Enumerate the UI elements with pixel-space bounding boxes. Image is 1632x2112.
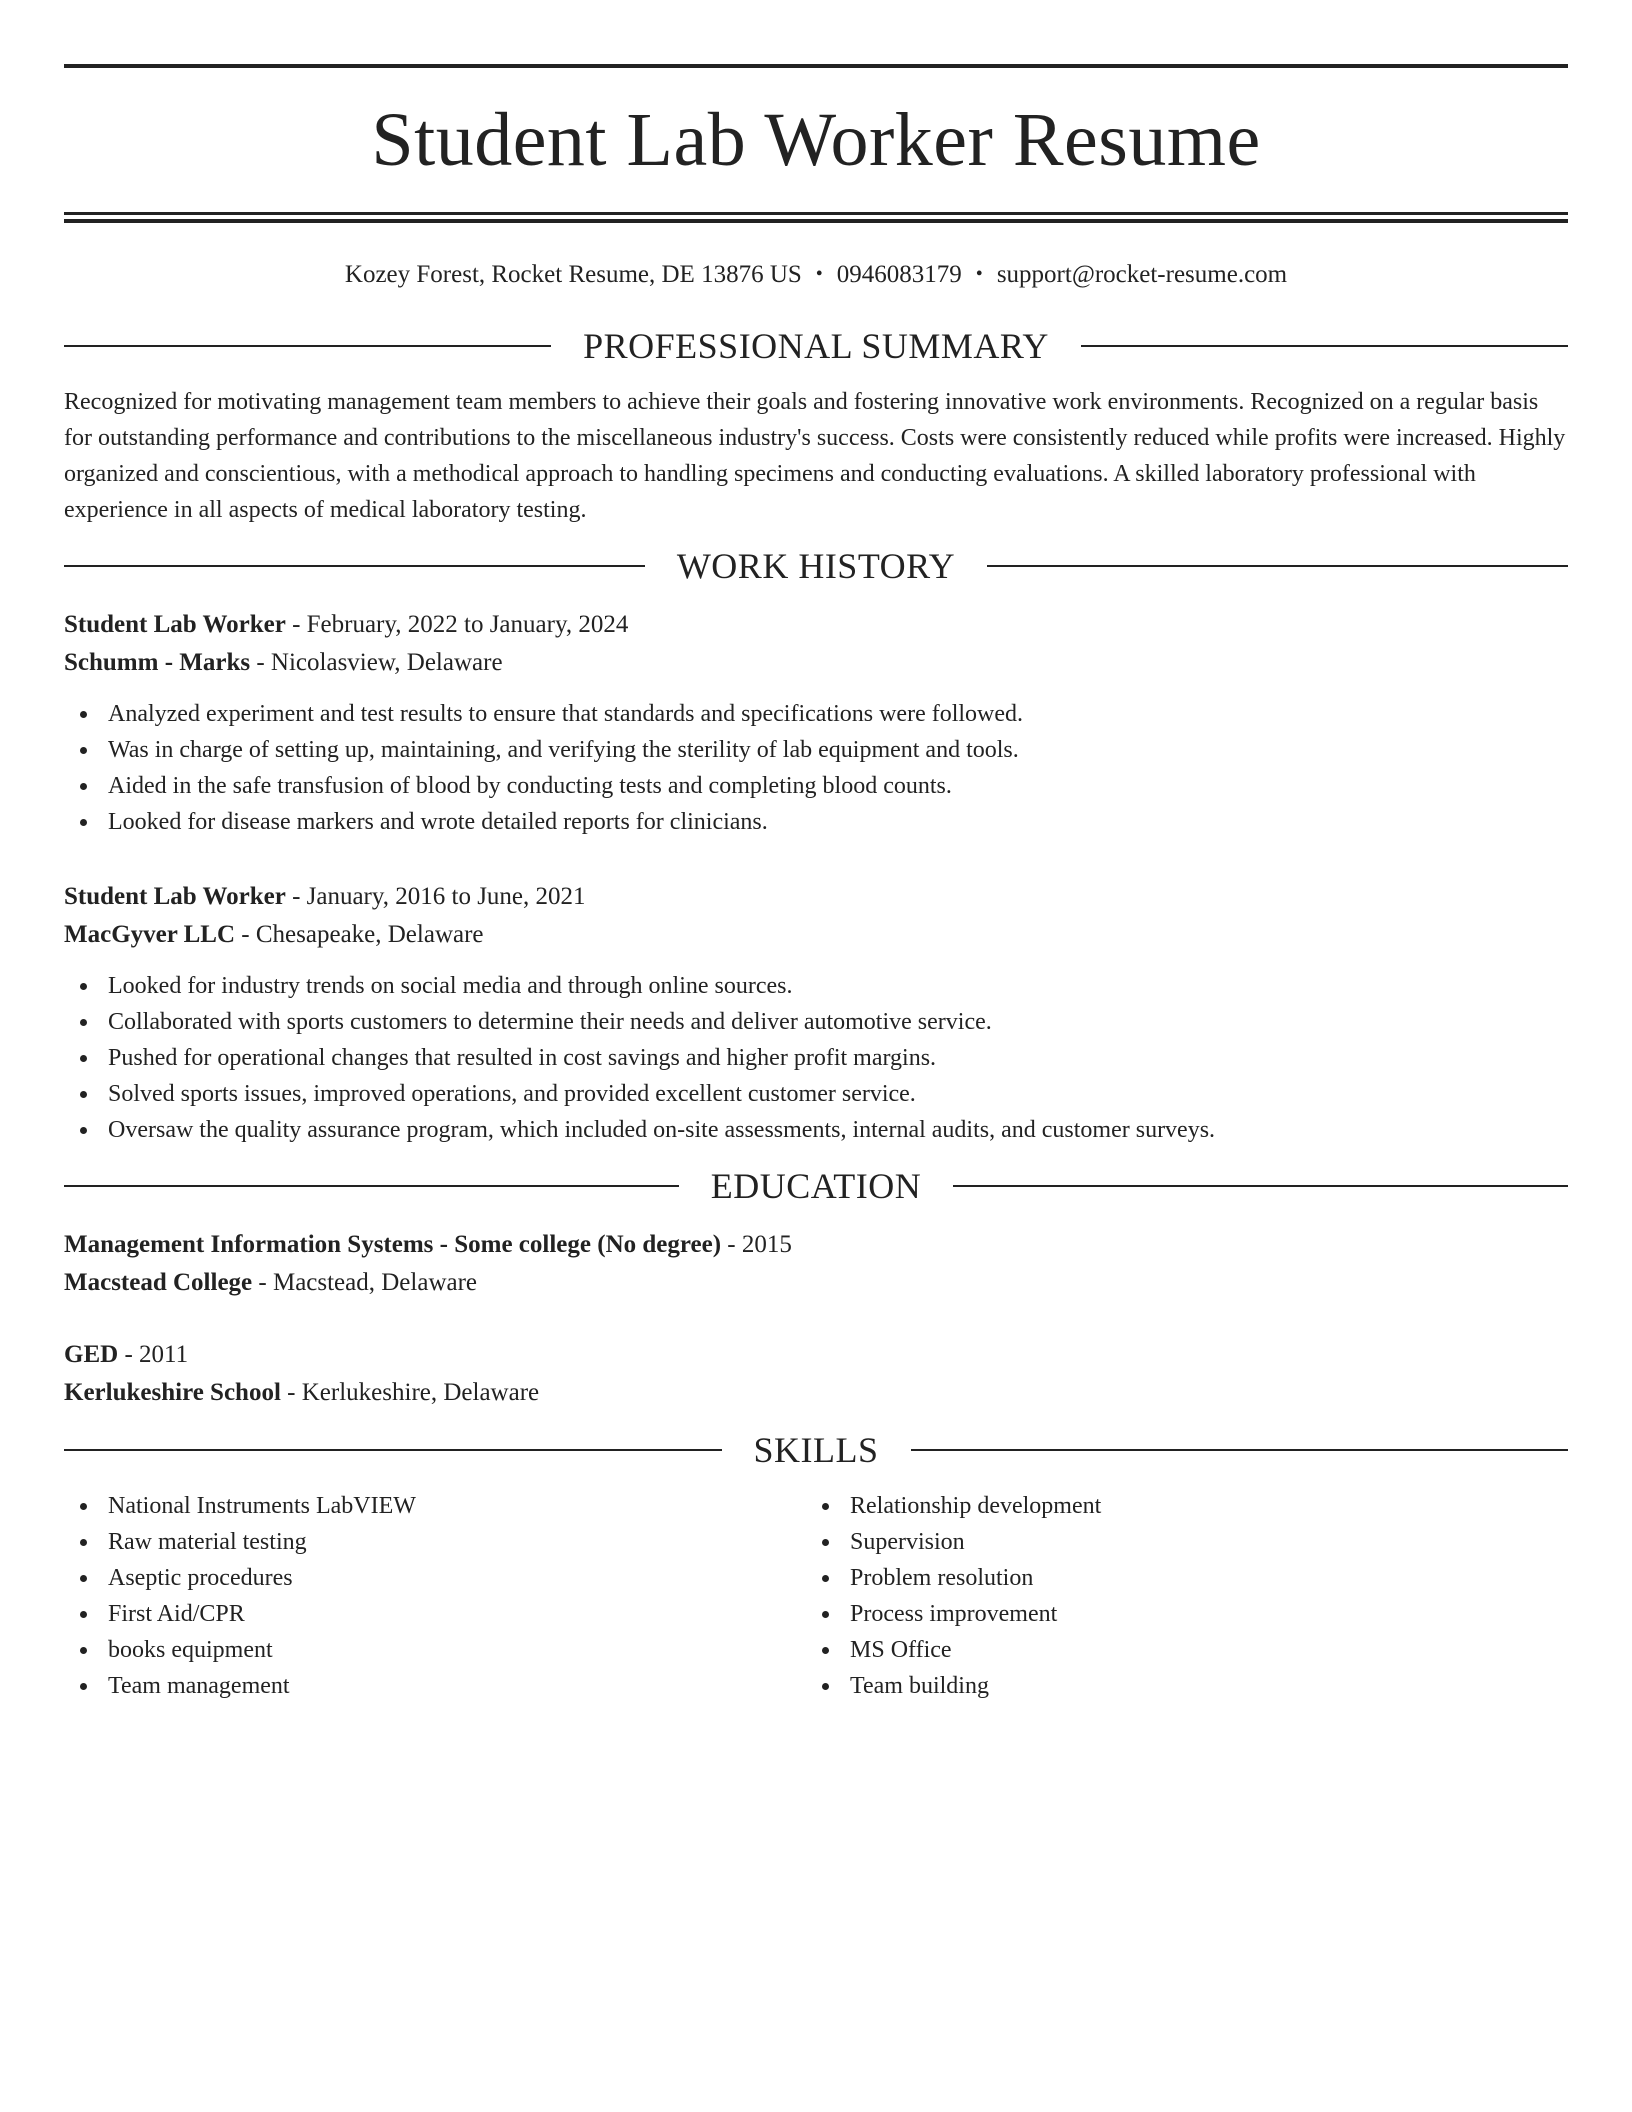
summary-section-header — [64, 322, 1568, 370]
job-title: Student Lab Worker — [64, 611, 286, 638]
section-rule — [64, 565, 645, 567]
job-company-line — [64, 644, 1568, 682]
bullet-icon — [80, 1611, 87, 1618]
list-item — [64, 1112, 1568, 1148]
job-entry — [64, 606, 1568, 840]
education-year: - 2011 — [118, 1341, 189, 1368]
skill-text: First Aid/CPR — [108, 1601, 245, 1627]
education-school-line — [64, 1264, 1568, 1302]
bullet-icon — [80, 747, 87, 754]
bullet-icon — [80, 1091, 87, 1098]
work-heading: WORK HISTORY — [676, 546, 956, 586]
job-entry — [64, 878, 1568, 1148]
skill-text: Process improvement — [850, 1601, 1058, 1627]
skill-text: Team building — [850, 1673, 989, 1699]
list-item — [64, 968, 1568, 1004]
bullet-icon — [80, 1539, 87, 1546]
list-item — [64, 696, 1568, 732]
bullet-icon — [80, 1575, 87, 1582]
bullet-text: Collaborated with sports customers to determine their needs and deliver automotive service. — [108, 1009, 992, 1035]
education-degree: GED — [64, 1341, 119, 1368]
contact-separator: • — [815, 263, 823, 285]
bullet-icon — [80, 711, 87, 718]
education-degree-line — [64, 1226, 1568, 1264]
bullet-icon — [80, 1647, 87, 1654]
job-dates: - February, 2022 to January, 2024 — [285, 611, 629, 638]
bullet-icon — [80, 1019, 87, 1026]
job-title-line — [64, 878, 1568, 916]
section-rule — [64, 1449, 722, 1451]
job-bullets — [64, 696, 1568, 840]
section-rule — [953, 1185, 1568, 1187]
section-rule — [64, 345, 551, 347]
bullet-icon — [80, 1683, 87, 1690]
title-double-rule — [64, 212, 1568, 223]
list-item — [64, 1632, 806, 1668]
list-item — [64, 1040, 1568, 1076]
bullet-icon — [80, 1055, 87, 1062]
education-school-line — [64, 1374, 1568, 1412]
summary-text: Recognized for motivating management team members to achieve their goals and fostering innovative work environments. Recognized on a regular basis for outstanding performance and contributions to the miscellaneous industry's success. Costs were consistently reduced while profits were increased. Highly organized and conscientious, with a methodical approach to handling specimens and conducting evaluations. A skilled laboratory professional with experience in all aspects of medical laboratory testing. — [64, 389, 1566, 523]
skills-columns — [64, 1488, 1568, 1704]
list-item — [64, 1668, 806, 1704]
contact-phone: 0946083179 — [836, 261, 962, 288]
contact-address: Kozey Forest, Rocket Resume, DE 13876 US — [344, 261, 802, 288]
job-location: - Nicolasview, Delaware — [250, 649, 503, 676]
education-degree: Management Information Systems - Some college (No degree) — [64, 1231, 722, 1258]
education-year: - 2015 — [721, 1231, 792, 1258]
education-heading: EDUCATION — [710, 1166, 922, 1206]
section-rule — [64, 1185, 679, 1187]
bullet-text: Oversaw the quality assurance program, which included on-site assessments, internal audits, and customer surveys. — [108, 1117, 1216, 1143]
skill-text: Problem resolution — [850, 1565, 1034, 1591]
education-entry — [64, 1336, 1568, 1412]
skill-text: MS Office — [850, 1637, 952, 1663]
education-entry — [64, 1226, 1568, 1302]
education-school: Kerlukeshire School — [64, 1379, 281, 1406]
list-item — [806, 1488, 1548, 1524]
bullet-icon — [822, 1575, 829, 1582]
list-item — [64, 768, 1568, 804]
job-title-line — [64, 606, 1568, 644]
skills-heading: SKILLS — [753, 1430, 879, 1470]
list-item — [806, 1524, 1548, 1560]
job-location: - Chesapeake, Delaware — [235, 921, 484, 948]
job-company-line — [64, 916, 1568, 954]
bullet-text: Analyzed experiment and test results to ensure that standards and specifications were followed. — [108, 701, 1024, 727]
list-item — [64, 1076, 1568, 1112]
bullet-icon — [80, 1503, 87, 1510]
list-item — [806, 1560, 1548, 1596]
section-rule — [911, 1449, 1569, 1451]
list-item — [64, 1004, 1568, 1040]
list-item — [64, 1524, 806, 1560]
bullet-text: Was in charge of setting up, maintaining, and verifying the sterility of lab equipment and tools. — [108, 737, 1019, 763]
education-location: - Kerlukeshire, Delaware — [280, 1379, 540, 1406]
contact-email: support@rocket-resume.com — [996, 261, 1288, 288]
bullet-icon — [80, 819, 87, 826]
job-title: Student Lab Worker — [64, 883, 286, 910]
bullet-icon — [80, 1127, 87, 1134]
bullet-icon — [822, 1611, 829, 1618]
list-item — [64, 1488, 806, 1524]
skill-text: Team management — [108, 1673, 290, 1699]
job-bullets — [64, 968, 1568, 1148]
job-dates: - January, 2016 to June, 2021 — [285, 883, 586, 910]
list-item — [806, 1632, 1548, 1668]
education-degree-line — [64, 1336, 1568, 1374]
bullet-icon — [822, 1647, 829, 1654]
bullet-text: Solved sports issues, improved operations, and provided excellent customer service. — [108, 1081, 916, 1107]
bullet-text: Pushed for operational changes that resulted in cost savings and higher profit margins. — [108, 1045, 937, 1071]
skill-text: Relationship development — [850, 1493, 1102, 1519]
education-location: - Macstead, Delaware — [252, 1269, 478, 1296]
list-item — [64, 1596, 806, 1632]
bullet-icon — [822, 1683, 829, 1690]
skills-section-header — [64, 1426, 1568, 1474]
work-section-header — [64, 542, 1568, 590]
bullet-icon — [822, 1539, 829, 1546]
list-item — [806, 1668, 1548, 1704]
job-company: Schumm - Marks — [64, 649, 251, 676]
skill-text: books equipment — [108, 1637, 273, 1663]
bullet-icon — [822, 1503, 829, 1510]
skill-text: National Instruments LabVIEW — [108, 1493, 416, 1519]
job-company: MacGyver LLC — [64, 921, 236, 948]
skills-list-left — [64, 1488, 806, 1704]
list-item — [64, 804, 1568, 840]
list-item — [64, 732, 1568, 768]
contact-separator: • — [975, 263, 983, 285]
skill-text: Raw material testing — [108, 1529, 307, 1555]
skills-list-right — [806, 1488, 1548, 1704]
education-section-header — [64, 1162, 1568, 1210]
skill-text: Aseptic procedures — [108, 1565, 293, 1591]
summary-heading: PROFESSIONAL SUMMARY — [583, 326, 1049, 366]
bullet-icon — [80, 983, 87, 990]
bullet-text: Looked for industry trends on social media and through online sources. — [108, 973, 793, 999]
education-school: Macstead College — [64, 1269, 253, 1296]
bullet-text: Aided in the safe transfusion of blood by conducting tests and completing blood counts. — [108, 773, 952, 799]
section-rule — [1081, 345, 1568, 347]
contact-line — [64, 257, 1568, 292]
list-item — [64, 1560, 806, 1596]
resume-title: Student Lab Worker Resume — [371, 98, 1261, 182]
section-rule — [987, 565, 1568, 567]
bullet-text: Looked for disease markers and wrote detailed reports for clinicians. — [108, 809, 768, 835]
list-item — [806, 1596, 1548, 1632]
bullet-icon — [80, 783, 87, 790]
top-rule — [64, 64, 1568, 68]
skill-text: Supervision — [850, 1529, 965, 1555]
